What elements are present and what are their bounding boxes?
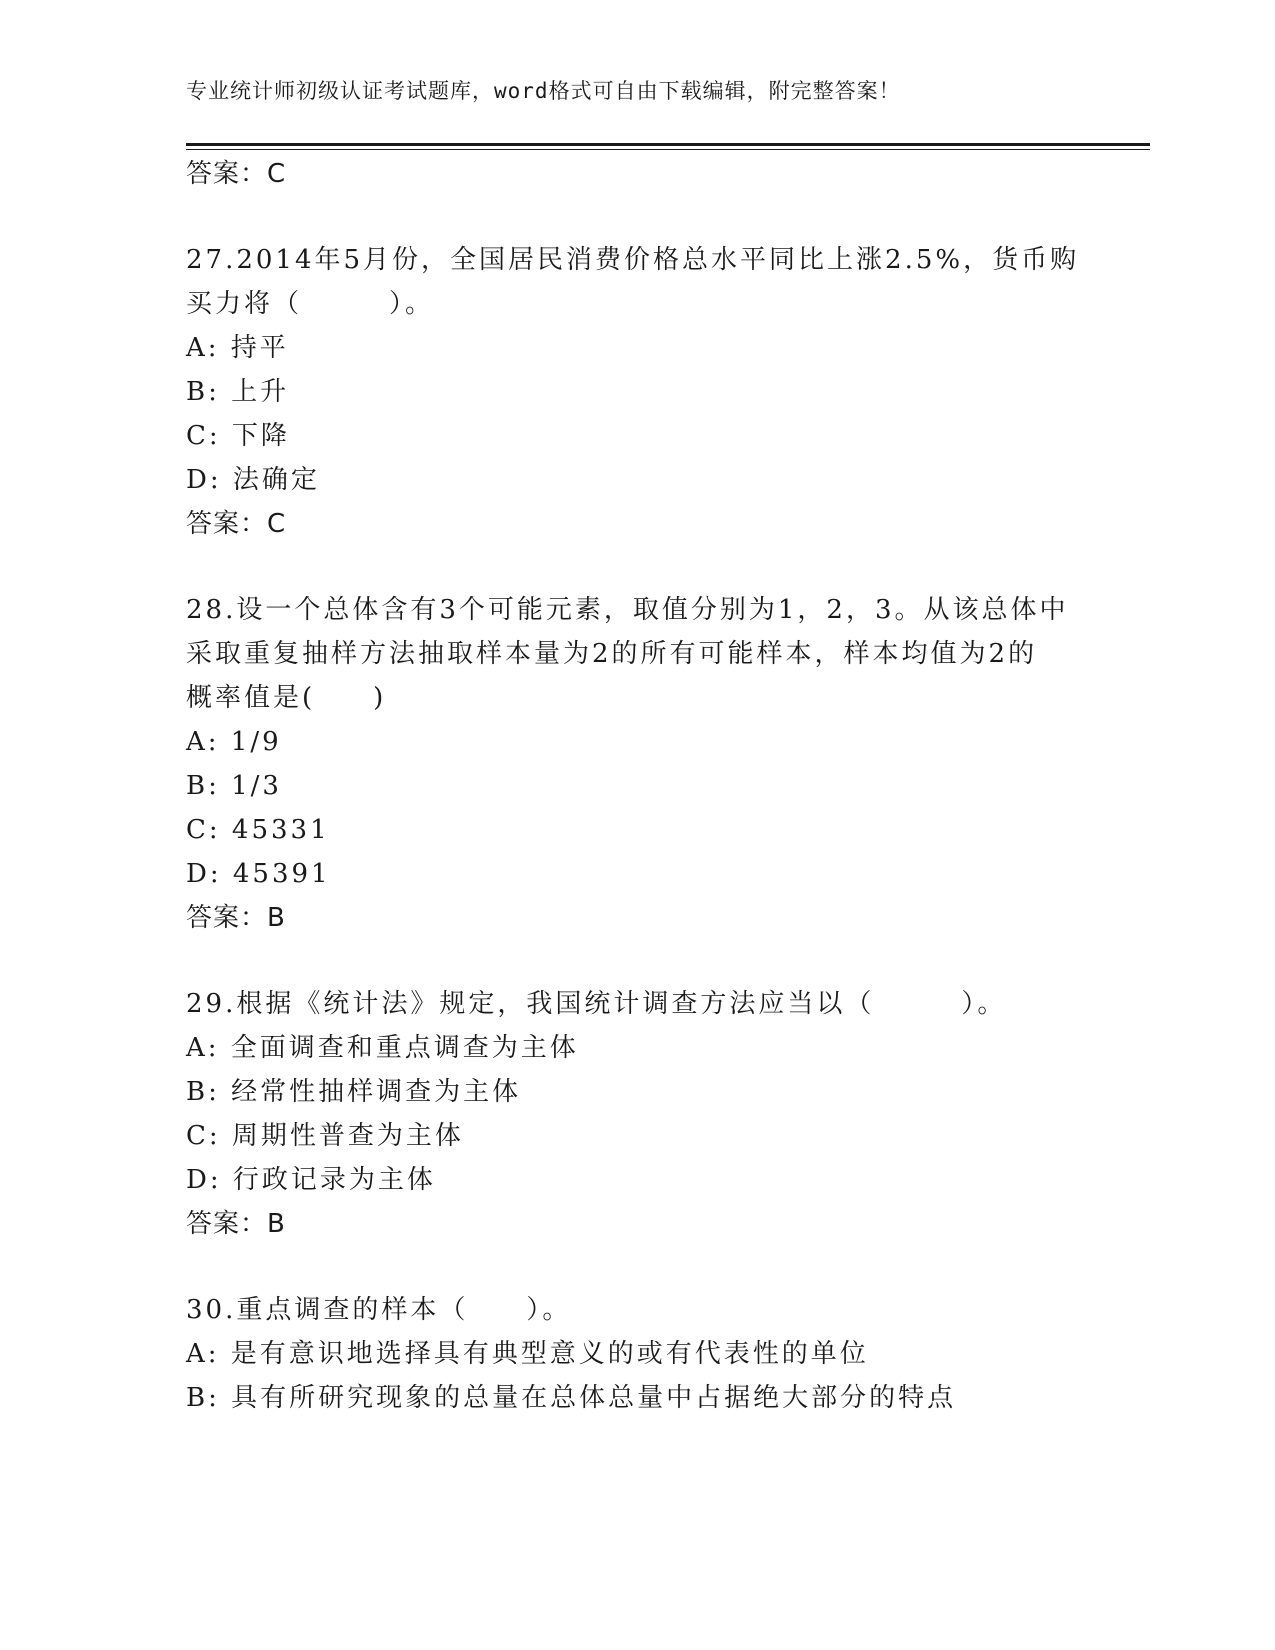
question-28-stem-line-2: 采取重复抽样方法抽取样本量为2的所有可能样本，样本均值为2的 <box>186 639 1038 669</box>
question-29-option-a: A: 全面调查和重点调查为主体 <box>186 1033 579 1063</box>
header-rule-thin <box>186 149 1150 150</box>
question-29-option-b: B: 经常性抽样调查为主体 <box>186 1077 522 1107</box>
question-30-stem-line-1: 30.重点调查的样本（ ）。 <box>186 1295 572 1325</box>
question-29-answer: 答案：B <box>186 1209 286 1239</box>
question-29-option-d: D: 行政记录为主体 <box>186 1165 436 1195</box>
question-29-option-c: C: 周期性普查为主体 <box>186 1121 464 1151</box>
previous-answer: 答案：C <box>186 159 287 189</box>
question-27-option-a: A: 持平 <box>186 333 289 363</box>
header-rule-thick <box>186 143 1150 146</box>
question-29-stem-line-1: 29.根据《统计法》规定，我国统计调查方法应当以（ ）。 <box>186 989 1007 1019</box>
question-30-option-a: A: 是有意识地选择具有典型意义的或有代表性的单位 <box>186 1339 869 1369</box>
question-30-option-b: B: 具有所研究现象的总量在总体总量中占据绝大部分的特点 <box>186 1383 957 1413</box>
question-27-answer: 答案：C <box>186 509 287 539</box>
question-27-stem-line-2: 买力将（ ）。 <box>186 289 435 319</box>
question-28-answer: 答案：B <box>186 903 286 933</box>
page-header: 专业统计师初级认证考试题库，word格式可自由下载编辑，附完整答案！ <box>186 79 901 103</box>
question-27-stem-line-1: 27.2014年5月份，全国居民消费价格总水平同比上涨2.5%，货币购 <box>186 245 1080 275</box>
question-28-option-d: D: 45391 <box>186 859 331 889</box>
question-28-stem-line-3: 概率值是( ) <box>186 683 387 713</box>
question-27-option-d: D: 法确定 <box>186 465 320 495</box>
question-28-option-c: C: 45331 <box>186 815 330 845</box>
question-28-option-b: B: 1/3 <box>186 771 282 801</box>
question-27-option-c: C: 下降 <box>186 421 290 451</box>
question-27-option-b: B: 上升 <box>186 377 290 407</box>
question-28-stem-line-1: 28.设一个总体含有3个可能元素，取值分别为1，2，3。从该总体中 <box>186 595 1069 625</box>
question-28-option-a: A: 1/9 <box>186 727 282 757</box>
